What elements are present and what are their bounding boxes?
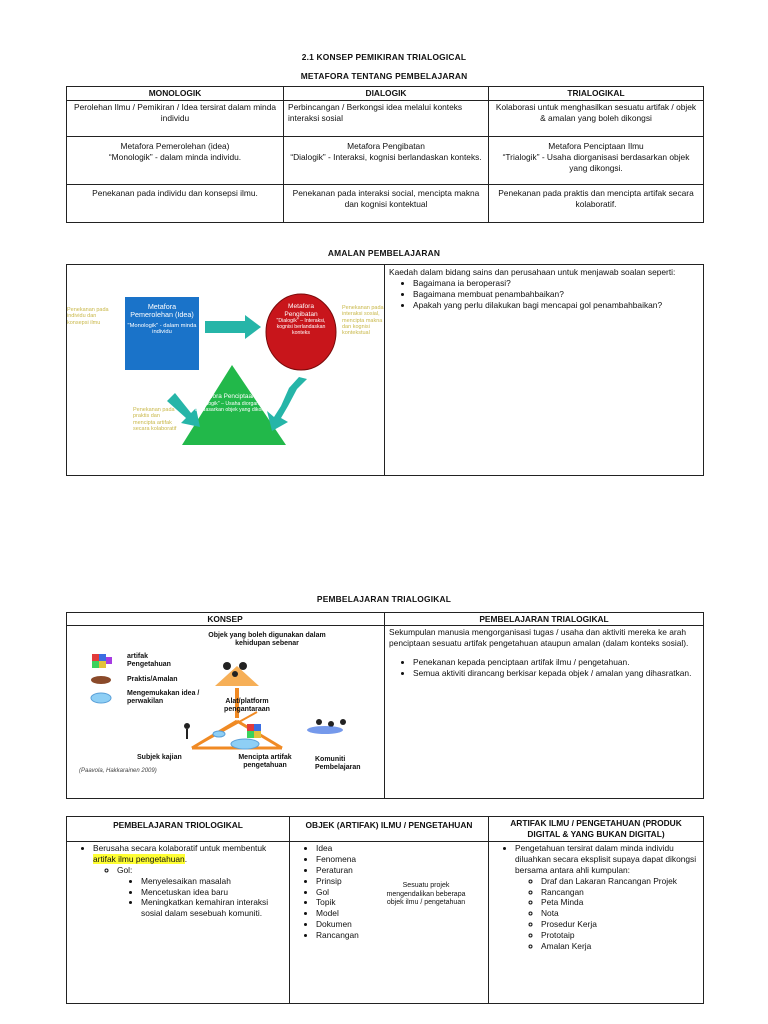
objek-item: • Topik [316,897,396,908]
artifak-item: ◦ Prosedur Kerja [541,919,699,930]
artifak-item: ◦ Amalan Kerja [541,941,699,952]
label-objek: Objek yang boleh digunakan dalam kehidupan sebenar [208,632,326,648]
objek-item: • Dokumen [316,919,396,930]
cell-dialogik-def: Perbincangan / Berkongsi idea melalui konteks interaksi sosial [284,100,489,136]
gol-label: Gol: [117,864,133,875]
cell-trialogikal-metafora: Metafora Penciptaan Ilmu “Trialogik” - Usaha diorganisasi berdasarkan objek yang dikongsi. [489,136,704,184]
cell-trialogikal-def: Kolaborasi untuk menghasilkan sesuatu artifak / objek & amalan yang boleh dikongsi [489,100,704,136]
konsep-header: KONSEP [207,614,243,624]
pembelajaran-col-header: PEMBELAJARAN TRIALOGIKAL [479,614,609,624]
arrow-down-left-icon [267,377,307,431]
metafora-table [66,86,704,223]
artifak-intro: Pengetahuan tersirat dalam minda individu diluahkan secara eksplisit supaya dapat dikongsi bersama antara ahli kumpulan: [515,842,697,875]
cell-objek-content [290,841,489,1003]
cell-monologik-penekanan: Penekanan pada individu dan konsepsi ilmu. [67,184,284,222]
objek-item: • Rancangan [316,930,396,941]
question-item: • Bagaimana ia beroperasi? [413,278,699,289]
pembelajaran-bullet-item: • Penekanan kepada penciptaan artifak ilmu / pengetahuan. [413,657,699,668]
cycle-diagram-svg [67,265,384,474]
artifak-item: ◦ Nota [541,908,699,919]
diagram-citation: (Paavola, Hakkarainen 2009) [79,768,157,774]
blue-subtitle: "Monologik" - dalam minda individu [127,322,197,336]
cell-monologik-def: Perolehan Ilmu / Pemikiran / Idea tersirat dalam minda individu [67,100,284,136]
amalan-intro: Kaedah dalam bidang sains dan perusahaan untuk menjawab soalan seperti: [389,267,676,277]
gol-item: • Meningkatkan kemahiran interaksi sosial dalam sesebuah komuniti. [141,897,285,919]
green-subtitle: "Trialogik" – Usaha diorganisasi berdasarkan objek yang dikongsi [195,401,271,414]
gol-item: • Mencetuskan idea baru [141,887,285,898]
note-bottom: Penekanan pada praktis dan mencipta artifak secara kolaboratif [133,407,177,432]
blue-title: Metafora Pemerolehan (Idea) [130,302,194,320]
section-subtitle: METAFORA TENTANG PEMBELAJARAN [300,71,468,81]
pembelajaran-bullets [389,657,699,679]
header-monologik: MONOLOGIK [67,87,284,101]
pembelajaran-divider [384,612,385,798]
objek-item: • Fenomena [316,854,396,865]
cell-pembelajaran-content [67,841,290,1003]
amalan-questions-list [389,278,699,311]
gol-item: • Menyelesaikan masalah [141,876,285,887]
kolaboratif-text: Berusaha secara kolaboratif untuk membentuk [93,842,267,853]
note-right: Penekanan pada interaksi sosial, mencipta makna dan kognisi kontekstual [342,305,384,337]
red-title: Metafora Pengibatan [284,303,318,318]
label-mencipta: Mencipta artifak pengetahuan [238,754,292,770]
green-title: Metafora Penciptaan Ilmu [196,393,270,400]
cell-dialogik-metafora: Metafora Pengibatan “Dialogik” - Interaksi, kognisi berlandaskan konteks. [284,136,489,184]
highlighted-text: artifak ilmu pengetahuan [93,853,185,864]
objek-item: • Prinsip [316,876,396,887]
cell-artifak-content [489,841,704,1003]
konsep-diagram [67,626,384,797]
header-artifak: ARTIFAK ILMU / PENGETAHUAN (PRODUK DIGITAL & YANG BUKAN DIGITAL) [489,817,704,842]
cell-dialogik-penekanan: Penekanan pada interaksi social, mencipta makna dan kognisi kontektual [284,184,489,222]
red-subtitle: "Dialogik" – Interaksi, kognisi berlandaskan konteks [276,318,326,337]
metafora-cycle-diagram [67,265,384,474]
objek-item: • Gol [316,887,396,898]
amalan-heading: AMALAN PEMBELAJARAN [327,248,441,258]
legend-idea: Mengemukakan idea / perwakilan [127,690,200,706]
header-dialogik: DIALOGIK [284,87,489,101]
objek-item: • Idea [316,843,396,854]
pembelajaran-heading: PEMBELAJARAN TRIALOGIKAL [316,594,452,604]
pembelajaran-bullet-item: • Semua aktiviti dirancang berkisar kepada objek / amalan yang dihasratkan. [413,668,699,679]
pembelajaran-desc: Sekumpulan manusia mengorganisasi tugas / usaha dan aktiviti mereka ke arah penciptaan sesuatu artifak pengetahuan ataupun amalan (dalam konteks sosial). [389,627,689,648]
objek-note: Sesuatu projek mengendalikan beberapa objek ilmu / pengetahuan [386,881,466,907]
document-title: 2.1 KONSEP PEMIKIRAN TRIALOGICAL [301,52,467,62]
artifak-item: ◦ Draf dan Lakaran Rancangan Projek [541,876,699,887]
label-subjek: Subjek kajian [137,754,182,761]
artifak-item: ◦ Prototaip [541,930,699,941]
objek-item: • Model [316,908,396,919]
legend-praktis: Praktis/Amalan [127,676,178,683]
artifak-item: ◦ Peta Minda [541,897,699,908]
label-alat: Alat/platform pengantaraan [224,698,270,714]
header-objek: OBJEK (ARTIFAK) ILMU / PENGETAHUAN [290,817,489,842]
note-left: Penekanan pada individu dan konsepsi ilmu [67,307,109,326]
legend-artifak: artifak Pengetahuan [127,653,171,669]
arrow-right-icon [205,315,261,339]
header-pembelajaran: PEMBELAJARAN TRIOLOGIKAL [67,817,290,842]
kolaboratif-end: . [184,853,188,864]
objek-item: • Peraturan [316,865,396,876]
question-item: • Bagaimana membuat penambahbaikan? [413,289,699,300]
header-trialogikal: TRIALOGIKAL [489,87,704,101]
cell-trialogikal-penekanan: Penekanan pada praktis dan mencipta artifak secara kolaboratif. [489,184,704,222]
objek-table [66,816,704,1004]
question-item: • Apakah yang perlu dilakukan bagi mencapai gol penambahbaikan? [413,300,699,311]
artifak-item: ◦ Rancangan [541,887,699,898]
label-komuniti: Komuniti Pembelajaran [315,756,361,772]
cell-monologik-metafora: Metafora Pemerolehan (idea) “Monologik” - dalam minda individu. [67,136,284,184]
amalan-divider [384,264,385,475]
